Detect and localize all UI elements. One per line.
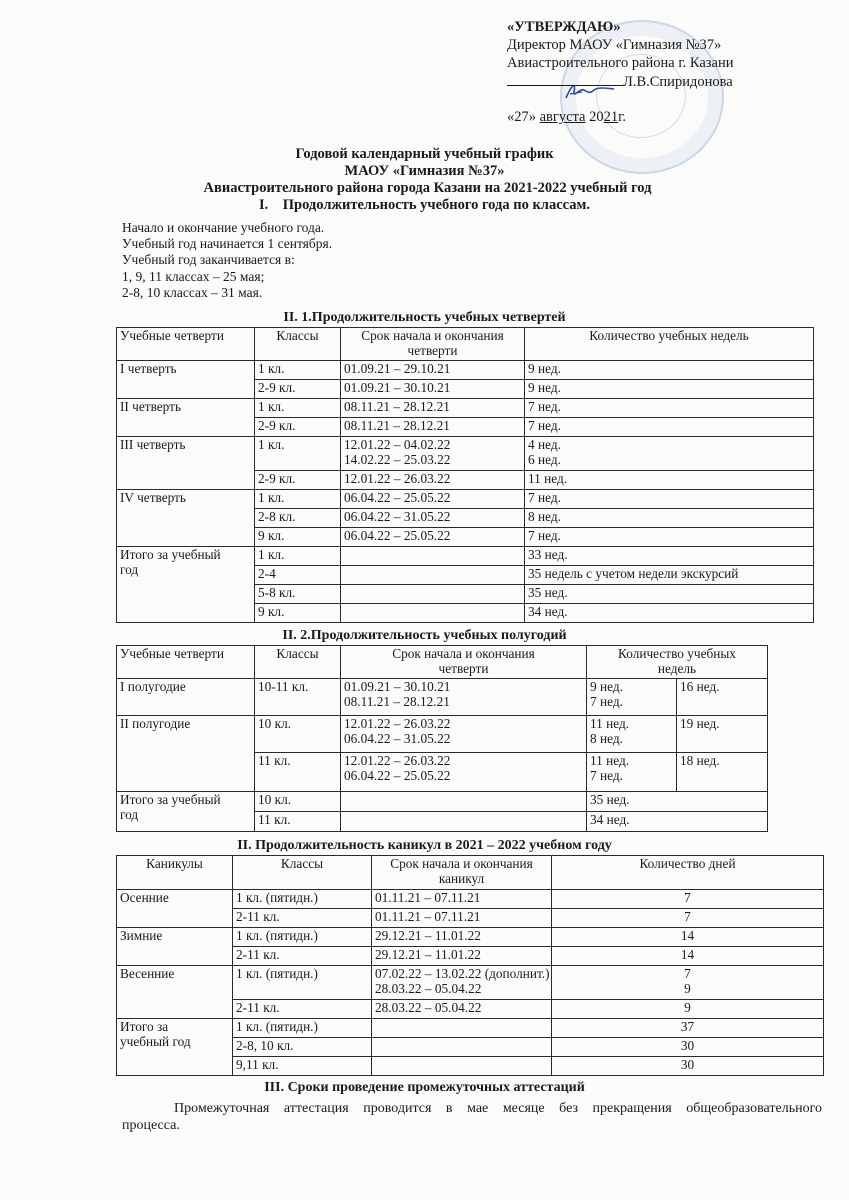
- table-row: 2-9 кл. 08.11.21 – 28.12.21 7 нед.: [117, 418, 814, 437]
- header-cell: Срок начала и окончания четверти: [341, 646, 587, 679]
- header-cell: Классы: [233, 856, 372, 890]
- table-row: 2-8, 10 кл. 30: [117, 1038, 824, 1057]
- title-line-1: Годовой календарный учебный график: [295, 146, 554, 162]
- intro-line: Начало и окончание учебного года.: [122, 220, 325, 235]
- approval-signer: Л.В.Спиридонова: [623, 74, 733, 90]
- table-row: I четверть 1 кл. 01.09.21 – 29.10.21 9 нед.: [117, 361, 814, 380]
- intro-line: Учебный год начинается 1 сентября.: [122, 236, 333, 252]
- table-row: 2-9 кл. 12.01.22 – 26.03.22 11 нед.: [117, 471, 814, 490]
- table-header-row: [117, 856, 824, 890]
- table-row: Итого за учебный год 1 кл. (пятидн.) 37: [117, 1019, 824, 1038]
- table-row: 9 кл. 34 нед.: [117, 604, 814, 623]
- attestation-text: Промежуточная аттестация проводится в мае месяце без прекращения общеобразовательного процесса.: [122, 1101, 822, 1133]
- attestation-heading: III. Сроки проведение промежуточных аттестаций: [264, 1080, 585, 1095]
- table-row: Осенние 1 кл. (пятидн.) 01.11.21 – 07.11.21 7: [117, 890, 824, 909]
- table-row: 5-8 кл. 35 нед.: [117, 585, 814, 604]
- table-header-row: [117, 328, 814, 361]
- table-row: II четверть 1 кл. 08.11.21 – 28.12.21 7 нед.: [117, 399, 814, 418]
- table-row: III четверть 1 кл. 12.01.22 – 04.02.22 14.02.22 – 25.03.22 4 нед. 6 нед.: [117, 437, 814, 471]
- holidays-heading: II. Продолжительность каникул в 2021 – 2022 учебном году: [237, 838, 612, 853]
- table-row: 2-9 кл. 01.09.21 – 30.10.21 9 нед.: [117, 380, 814, 399]
- table-row: II полугодие 10 кл. 12.01.22 – 26.03.22 06.04.22 – 31.05.22 11 нед. 8 нед. 19 нед.: [117, 716, 768, 753]
- intro-line: 2-8, 10 классах – 31 мая.: [122, 284, 263, 300]
- table-header-row: [117, 646, 768, 679]
- approval-district: Авиастроительного района г. Казани: [507, 55, 734, 71]
- table-row: I полугодие 10-11 кл. 01.09.21 – 30.10.21 08.11.21 – 28.12.21 9 нед. 7 нед. 16 нед.: [117, 679, 768, 716]
- semesters-table: [116, 645, 768, 832]
- approval-date: «27» августа 2021г.: [507, 109, 627, 125]
- table-row: 11 кл. 12.01.22 – 26.03.22 06.04.22 – 25.05.22 11 нед. 7 нед. 18 нед.: [117, 753, 768, 792]
- semesters-heading: II. 2.Продолжительность учебных полугодий: [282, 628, 567, 643]
- table-row: Итого за учебный год 1 кл. 33 нед.: [117, 547, 814, 566]
- table-row: 2-11 кл. 01.11.21 – 07.11.21 7: [117, 909, 824, 928]
- table-row: 2-4 35 недель с учетом недели экскурсий: [117, 566, 814, 585]
- table-row: 9,11 кл. 30: [117, 1057, 824, 1076]
- table-row: 2-8 кл. 06.04.22 – 31.05.22 8 нед.: [117, 509, 814, 528]
- header-cell: Срок начала и окончания четверти: [341, 328, 525, 361]
- intro-text: [122, 220, 332, 301]
- document-title: [0, 146, 849, 214]
- header-cell: Учебные четверти: [117, 646, 255, 679]
- approval-position: Директор МАОУ «Гимназия №37»: [507, 37, 722, 53]
- table-row: 2-11 кл. 29.12.21 – 11.01.22 14: [117, 947, 824, 966]
- quarters-heading: II. 1.Продолжительность учебных четвертей: [283, 310, 566, 325]
- header-cell: Количество дней: [552, 856, 824, 890]
- header-cell: Каникулы: [117, 856, 233, 890]
- section-1-heading: I. Продолжительность учебного года по классам.: [258, 197, 590, 213]
- header-cell: Количество учебных недель: [525, 328, 814, 361]
- approval-block: [507, 18, 807, 126]
- title-line-3: Авиастроительного района города Казани на 2021-2022 учебный год: [203, 180, 652, 196]
- header-cell: Классы: [255, 328, 341, 361]
- intro-line: 1, 9, 11 классах – 25 мая;: [122, 268, 265, 284]
- intro-line: Учебный год заканчивается в:: [122, 252, 295, 268]
- header-cell: Учебные четверти: [117, 328, 255, 361]
- table-row: Весенние 1 кл. (пятидн.) 07.02.22 – 13.02.22 (дополнит.) 28.03.22 – 05.04.22 7 9: [117, 966, 824, 1000]
- header-cell: Срок начала и окончания каникул: [372, 856, 552, 890]
- quarters-table: [116, 327, 814, 623]
- approval-heading: «УТВЕРЖДАЮ»: [507, 19, 621, 35]
- table-row: 11 кл. 34 нед.: [117, 812, 768, 832]
- approval-signature-line: [507, 72, 807, 90]
- signature-line: [507, 72, 623, 86]
- table-row: Зимние 1 кл. (пятидн.) 29.12.21 – 11.01.22 14: [117, 928, 824, 947]
- table-row: IV четверть 1 кл. 06.04.22 – 25.05.22 7 нед.: [117, 490, 814, 509]
- table-row: Итого за учебный год 10 кл. 35 нед.: [117, 792, 768, 812]
- holidays-table: [116, 855, 824, 1076]
- header-cell: Количество учебных недель: [587, 646, 768, 679]
- table-row: 2-11 кл. 28.03.22 – 05.04.22 9: [117, 1000, 824, 1019]
- table-row: 9 кл. 06.04.22 – 25.05.22 7 нед.: [117, 528, 814, 547]
- title-line-2: МАОУ «Гимназия №37»: [344, 163, 505, 179]
- header-cell: Классы: [255, 646, 341, 679]
